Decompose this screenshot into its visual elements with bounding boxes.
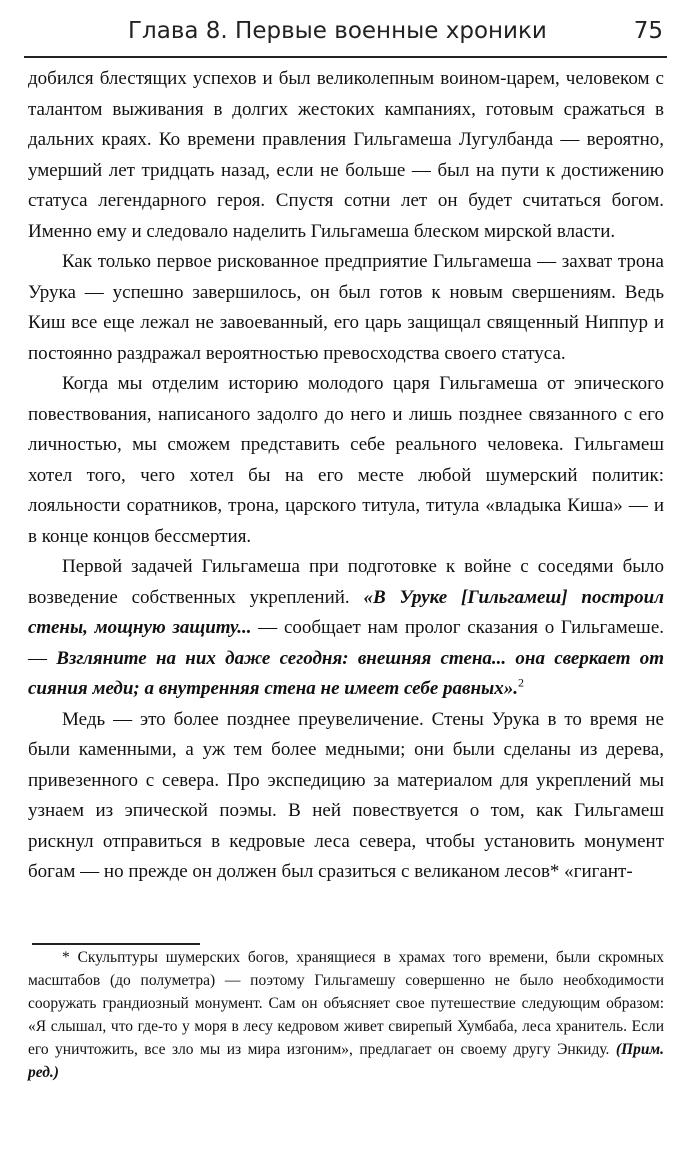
header-rule [24,56,667,58]
paragraph-5: Медь — это более позднее преувеличение. Стены Урука в то время не были каменными, а уж тем более медными; они были сделаны из дерева, привезенного с севера. Про экспедицию за материалом для укреплений мы узнаем из эпической поэмы. В ней повествуется о том, как Гильгамеш рискнул отправиться в кедровые леса севера, чтобы установить монумент богам — но прежде он должен был сразиться с великаном лесов* «гигант- [28,708,664,882]
footnote-rule [32,943,200,945]
footnote-paragraph [28,946,664,1084]
footnote [28,946,664,1084]
paragraph-2: Как только первое рискованное предприятие Гильгамеша — захват трона Урука — успешно завершилось, он был готов к новым свершениям. Ведь Киш все еще лежал не завоеванный, его царь защищал священный Ниппур и постоянно раздражал вероятностью превосходства своего статуса. [28,251,664,364]
epic-quote-1: «В Уруке [Гильгамеш] построил стены, мощную защиту... [28,586,664,638]
paragraph-4-part-a: Первой задачей Гильгамеша при подготовке к войне с соседями было возведение собственных укреплений. [28,556,664,608]
running-header [0,18,691,52]
editor-note: (Прим. ред.) [28,1041,664,1081]
main-text [28,64,664,888]
paragraph-3: Когда мы отделим историю молодого царя Гильгамеша от эпического повествования, написаного задолго до него и лишь позднее связанного с его личностью, мы сможем представить себе реального человека. Гильгамеш хотел того, чего хотел бы на его месте любой шумерский политик: лояльности соратников, трона, царского титула, титула «владыка Киша» — и в конце концов бессмертия. [28,373,664,547]
page-number: 75 [633,18,663,44]
epic-quote-2: Взгляните на них даже сегодня: внешняя стена... она сверкает от сияния меди; а внутренняя стена не имеет себе равных». [28,647,665,699]
paragraph-1: добился блестящих успехов и был великолепным воином-царем, человеком с талантом выживания в долгих жестоких кампаниях, готовым сражаться в дальних краях. Ко времени правления Гильгамеша Лугулбанда — вероятно, умерший лет тридцать назад, если не больше — был на пути к достижению статуса легендарного героя. Спустя сотни лет он будет считаться богом. Именно ему и следовало наделить Гильгамеша блеском мирской власти. [28,68,664,242]
footnote-text: * Скульптуры шумерских богов, хранящиеся в храмах того времени, были скромных масштабов (до полуметра) — поэтому Гильгамешу совершенно не было необходимости сооружать грандиозный монумент. Сам он объясняет свое путешествие следующим образом: «Я слышал, что где-то у моря в лесу кедровом живет свирепый Хумбаба, леса хранитель. Если его уничтожить, все зло мы из мира изгоним», предлагает он своему другу Энкиду. [28,949,664,1058]
paragraph-4 [28,552,664,705]
paragraph-4-part-c: — сообщает нам пролог сказания о Гильгамеше. — [28,617,664,669]
endnote-marker: 2 [518,675,524,690]
chapter-title: Глава 8. Первые военные хроники [128,18,547,44]
